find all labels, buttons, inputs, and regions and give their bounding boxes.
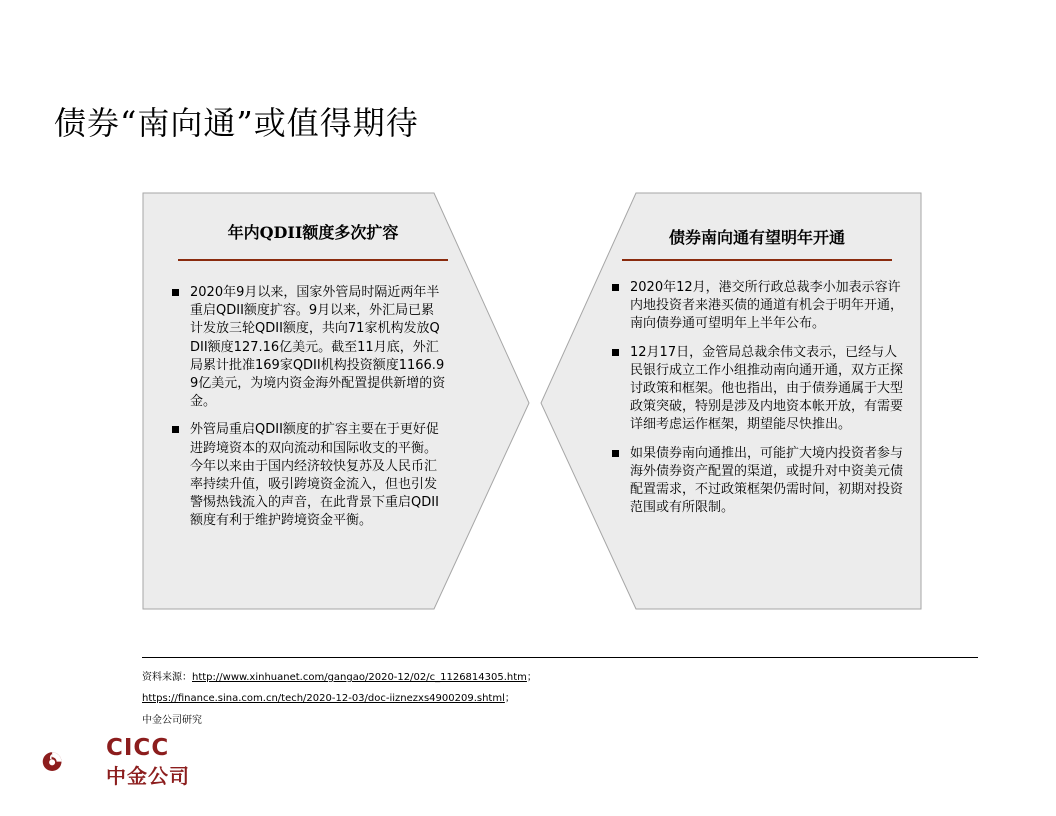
bullet-square-icon [172, 289, 179, 296]
bullet-text: 如果债券南向通推出，可能扩大境内投资者参与海外债券资产配置的渠道，或提升对中资美元债配置需求，不过政策框架仍需时间，初期对投资范围或有所限制。 [630, 445, 904, 516]
list-item [612, 279, 904, 334]
source-line-2 [142, 689, 515, 704]
right-heading-rule [622, 259, 892, 261]
bullet-square-icon [172, 426, 179, 433]
logo-text-en: CICC [106, 735, 170, 761]
right-bullet-list [612, 279, 904, 527]
left-panel-heading: 年内QDII额度多次扩容 [227, 223, 399, 242]
bullet-square-icon [612, 284, 619, 291]
source-separator: ； [504, 693, 515, 704]
source-link-sina[interactable]: https://finance.sina.com.cn/tech/2020-12-03/doc-iiznezxs4900209.shtml [142, 693, 505, 704]
bullet-text: 2020年12月，港交所行政总裁李小加表示容许内地投资者来港买债的通道有机会于明年开通，南向债券通可望明年上半年公布。 [630, 280, 904, 332]
right-panel-heading: 债券南向通有望明年开通 [668, 228, 845, 247]
source-separator: ； [526, 672, 537, 683]
list-item [612, 445, 904, 518]
source-link-xinhuanet[interactable]: http://www.xinhuanet.com/gangao/2020-12/02/c_1126814305.htm [192, 672, 527, 683]
source-line-1 [142, 668, 537, 683]
bullet-text: 2020年9月以来，国家外管局时隔近两年半重启QDII额度扩容。9月以来，外汇局已累计发放三轮QDII额度，共向71家机构发放QDII额度127.16亿美元。截至11月底，外汇局累计批准169家QDII机构投资额度1166.99亿美元，为境内资金海外配置提供新增的资金。 [190, 285, 446, 410]
list-item [612, 344, 904, 435]
cicc-logo-icon [42, 733, 102, 791]
bullet-text: 外管局重启QDII额度的扩容主要在于更好促进跨境资本的双向流动和国际收支的平衡。今年以来由于国内经济较快复苏及人民币汇率持续升值，吸引跨境资金流入，但也引发警惕热钱流入的声音，在此背景下重启QDII额度有利于维护跨境资金平衡。 [190, 422, 439, 529]
left-heading-rule [178, 259, 448, 261]
bullet-text: 12月17日，金管局总裁余伟文表示，已经与人民银行成立工作小组推动南向通开通，双方正探讨政策和框架。他也指出，由于债券通属于大型政策突破，特别是涉及内地资本帐开放，有需要详细考虑运作框架，期望能尽快推出。 [630, 344, 904, 433]
slide-title: 债券“南向通”或值得期待 [54, 104, 419, 142]
list-item [172, 284, 446, 411]
left-bullet-list [172, 284, 446, 541]
list-item [172, 421, 446, 530]
bullet-square-icon [612, 349, 619, 356]
logo-text-cn: 中金公司 [106, 764, 190, 788]
source-note: 中金公司研究 [142, 715, 202, 726]
source-label: 资料来源： [142, 672, 192, 683]
source-divider [142, 657, 978, 658]
bullet-square-icon [612, 450, 619, 457]
